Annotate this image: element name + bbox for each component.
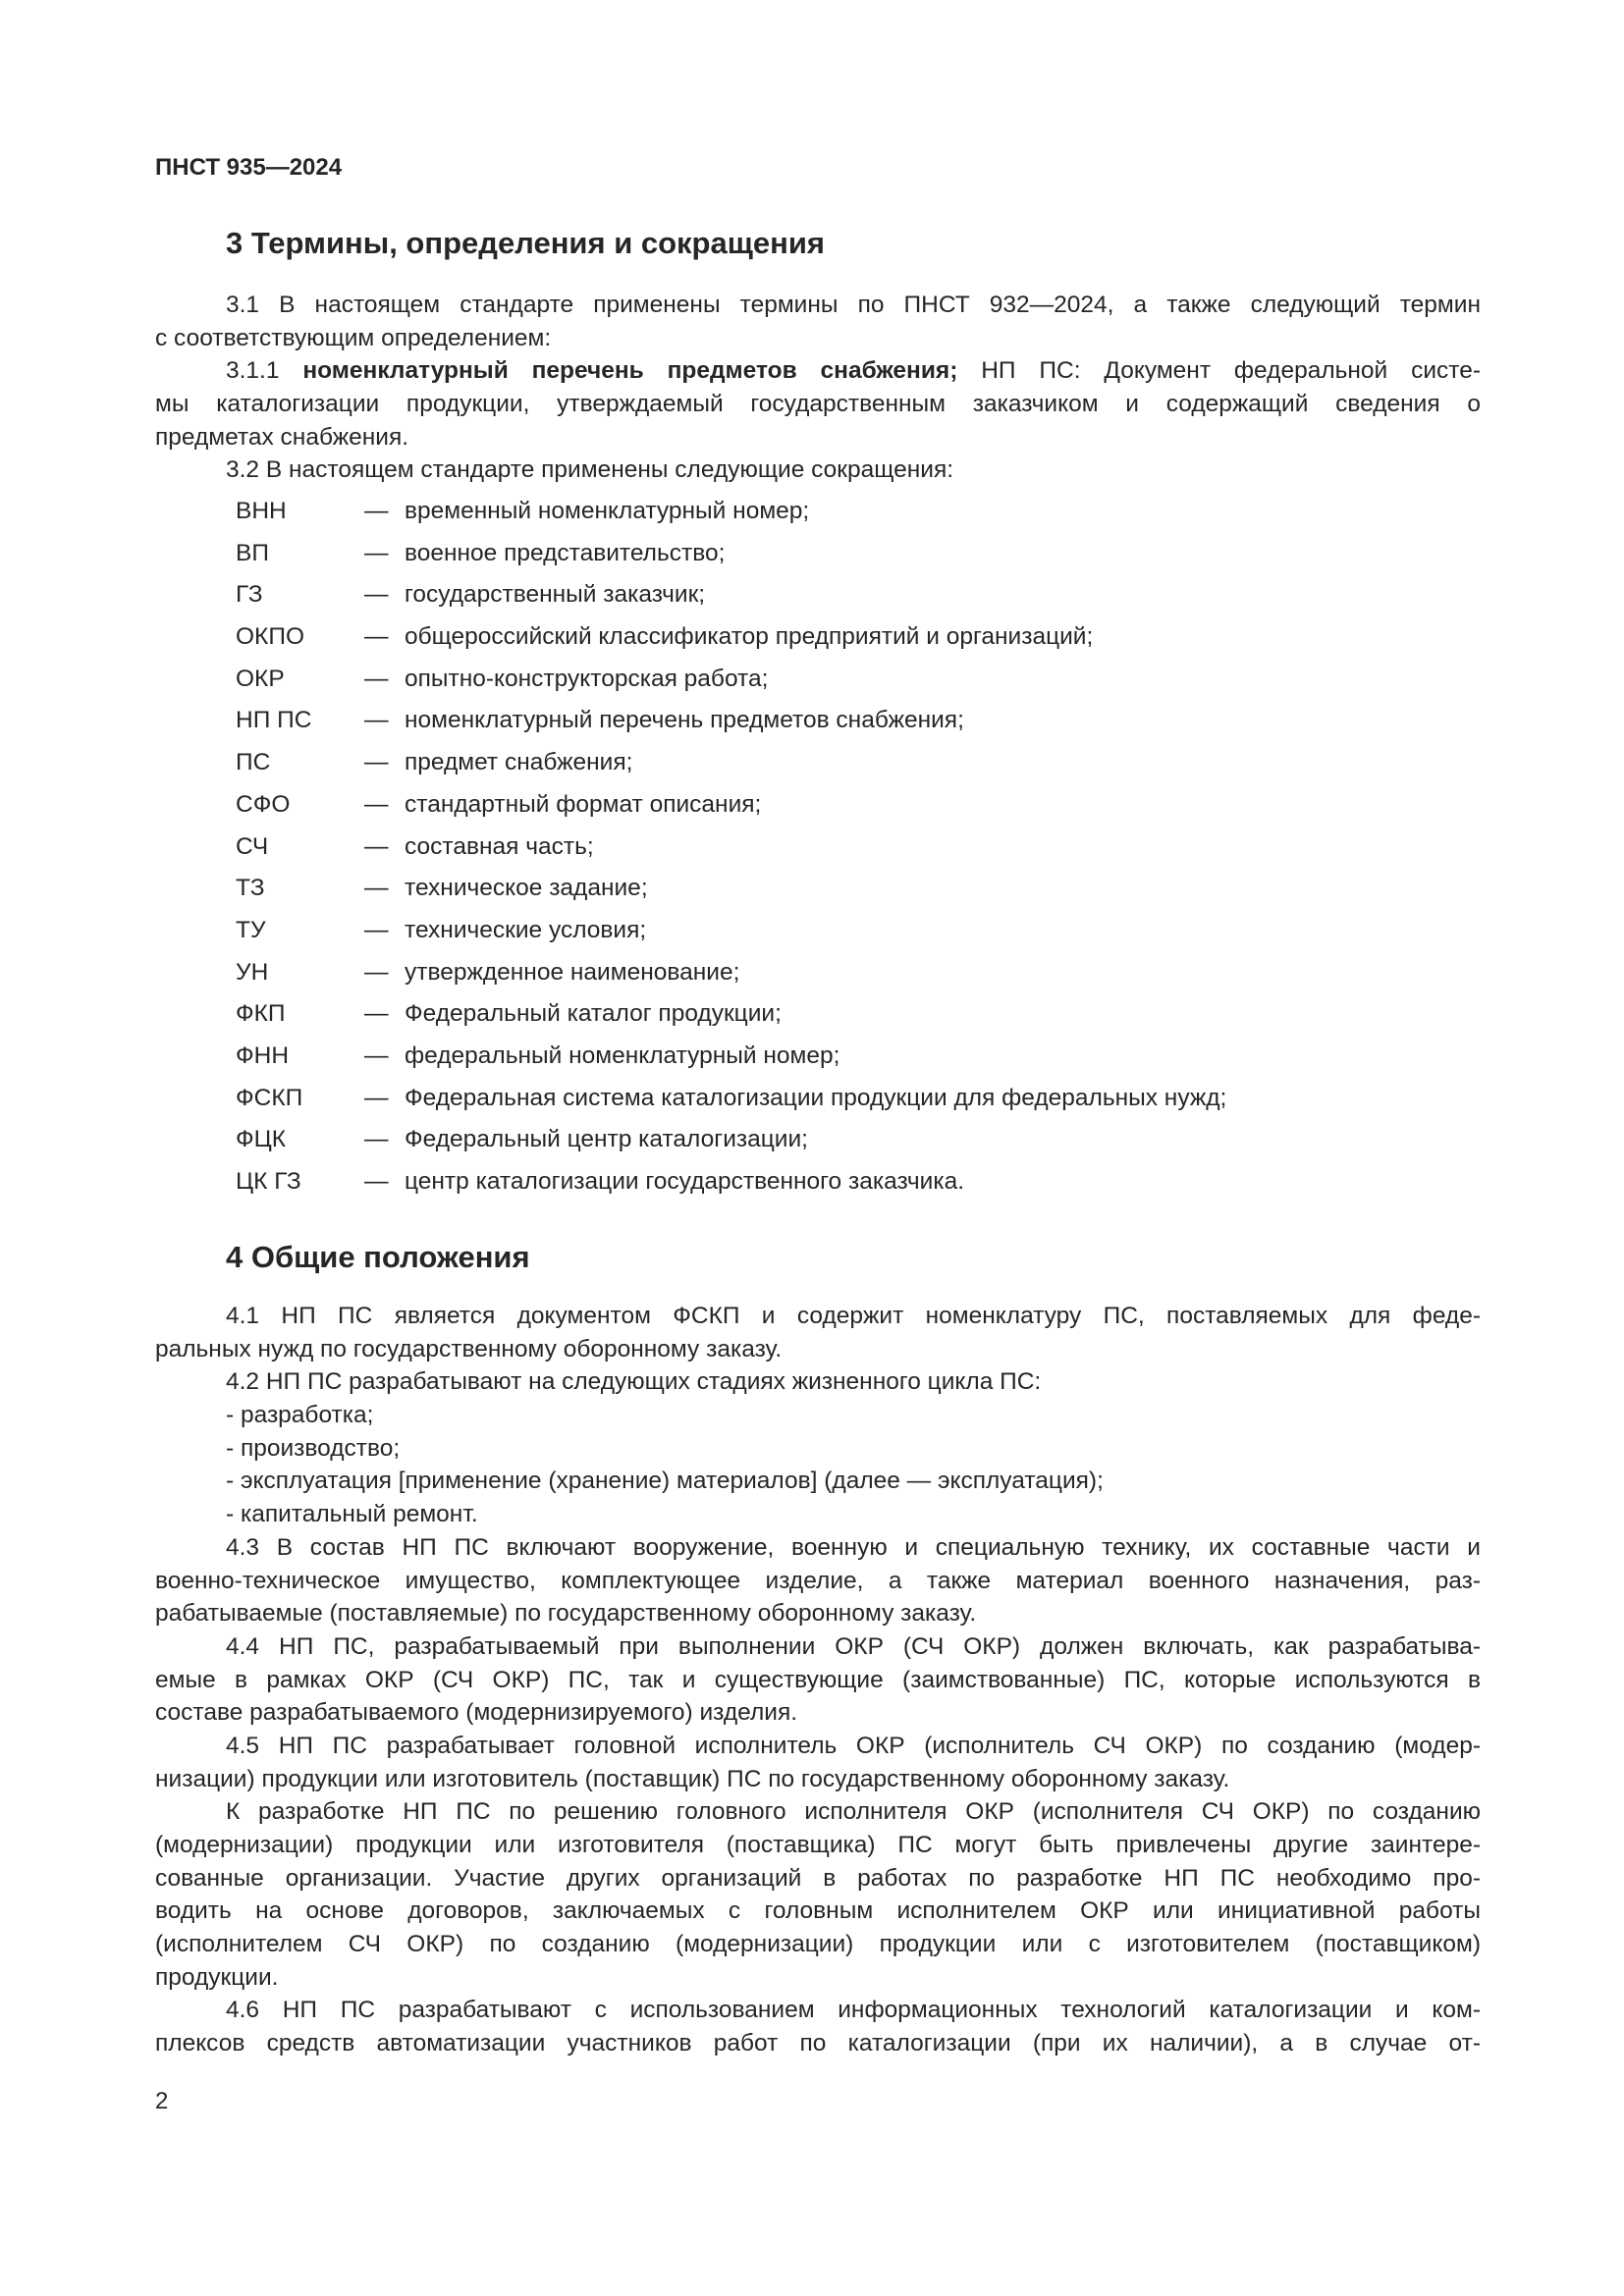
abbreviation-row [155,659,1481,701]
abbreviations-list [155,491,1481,1203]
dash: — [364,581,389,609]
abbreviation-row [155,910,1481,952]
abbreviation: ТЗ [236,875,265,902]
section-4-heading: 4 Общие положения [226,1240,530,1274]
abbreviation-row [155,616,1481,659]
line-text: сованные организации. Участие других организаций в работах по разработке НП ПС необходимо про- [155,1864,1481,1892]
page-number: 2 [155,2088,169,2114]
text-line [155,1696,1481,1730]
text-line [155,1795,1481,1829]
dash: — [364,1168,389,1195]
line-text: продукции. [155,1963,279,1991]
abbreviation: ТУ [236,916,266,943]
abbreviation-meaning: Федеральная система каталогизации продукции для федеральных нужд; [405,1084,1227,1111]
term-definition: НП ПС: Документ федеральной систе- [957,357,1481,385]
dash: — [364,832,389,860]
text-line [155,1432,1481,1466]
abbreviation: ФЦК [236,1126,287,1153]
abbreviation-row [155,533,1481,575]
line-text: 3.2 В настоящем стандарте применены следующие сокращения: [226,456,954,484]
dash: — [364,1084,389,1111]
abbreviation: ПС [236,749,271,776]
text-line [155,1300,1481,1333]
abbreviation: ЦК ГЗ [236,1168,301,1195]
abbreviation-meaning: номенклатурный перечень предметов снабжения; [405,707,964,734]
text-line [155,1333,1481,1366]
text-line [155,1565,1481,1598]
abbreviation-row [155,868,1481,910]
document-code: ПНСТ 935—2024 [155,154,343,181]
line-text: ральных нужд по государственному оборонному заказу. [155,1335,783,1362]
dash: — [364,498,389,524]
line-text: с соответствующим определением: [155,324,552,351]
abbreviation-meaning: предмет снабжения; [405,749,633,776]
text-line [155,1597,1481,1630]
line-text: (модернизации) продукции или изготовителя (поставщика) ПС могут быть привлечены другие заинтере- [155,1832,1481,1858]
abbreviation-meaning: технические условия; [405,916,647,943]
abbreviation-row [155,1036,1481,1078]
line-text: - производство; [226,1434,401,1462]
text-line [155,388,1481,421]
section-4-text [155,1300,1481,2060]
abbreviation: НП ПС [236,707,312,734]
line-text: плексов средств автоматизации участников работ по каталогизации (при их наличии), а в случае от- [155,2030,1481,2057]
abbreviation: ФКП [236,1000,286,1028]
line-text: предметах снабжения. [155,423,409,451]
abbreviation-row [155,491,1481,533]
abbreviation-meaning: опытно-конструкторская работа; [405,665,769,692]
dash: — [364,875,389,902]
line-text: низации) продукции или изготовитель (поставщик) ПС по государственному оборонному заказу. [155,1765,1230,1792]
abbreviation-row [155,1078,1481,1120]
text-line [155,421,1481,454]
abbreviation: ФСКП [236,1084,303,1111]
abbreviation-row [155,574,1481,616]
section-3-heading: 3 Термины, определения и сокращения [226,226,825,260]
text-line [155,1630,1481,1664]
section-3-text [155,289,1481,487]
text-line [155,1531,1481,1565]
abbreviation-row [155,784,1481,827]
line-text: - капитальный ремонт. [226,1501,478,1528]
line-text: 4.6 НП ПС разрабатывают с использованием информационных технологий каталогизации и ком- [226,1997,1481,2024]
abbreviation-meaning: стандартный формат описания; [405,790,762,818]
line-text: военно-техническое имущество, комплектующее изделие, а также материал военного назначения, раз- [155,1567,1481,1594]
dash: — [364,916,389,943]
abbreviation-row [155,993,1481,1036]
term-name: номенклатурный перечень предметов снабжения; [302,357,958,385]
dash: — [364,1041,389,1069]
line-text: 4.3 В состав НП ПС включают вооружение, военную и специальную технику, их составные части и [226,1533,1481,1561]
line-text: - эксплуатация [применение (хранение) материалов] (далее — эксплуатация); [226,1468,1104,1495]
line-text: К разработке НП ПС по решению головного исполнителя ОКР (исполнителя СЧ ОКР) по созданию [226,1798,1481,1826]
abbreviation-meaning: техническое задание; [405,875,648,902]
abbreviation-meaning: центр каталогизации государственного заказчика. [405,1168,965,1195]
abbreviation: УН [236,958,269,986]
abbreviation-meaning: утвержденное наименование; [405,958,740,986]
abbreviation-row [155,827,1481,869]
dash: — [364,1000,389,1028]
line-text: 3.1 В настоящем стандарте применены термины по ПНСТ 932—2024, а также следующий термин [226,292,1481,318]
abbreviation: ВНН [236,498,287,524]
text-line [155,1928,1481,1961]
abbreviation-meaning: составная часть; [405,832,594,860]
abbreviation-row [155,1119,1481,1161]
dash: — [364,790,389,818]
text-line [155,2027,1481,2060]
abbreviation-meaning: государственный заказчик; [405,581,706,609]
abbreviation-row [155,742,1481,784]
abbreviation-row [155,952,1481,994]
text-line [155,1994,1481,2027]
text-line [155,1498,1481,1531]
text-line [155,1365,1481,1399]
abbreviation-row [155,1161,1481,1203]
text-line [155,1829,1481,1862]
line-text: 4.5 НП ПС разрабатывает головной исполнитель ОКР (исполнитель СЧ ОКР) по созданию (модер- [226,1732,1481,1759]
text-line [155,354,1481,388]
text-line [155,454,1481,487]
text-line [155,289,1481,322]
line-text: составе разрабатываемого (модернизируемого) изделия. [155,1699,798,1727]
abbreviation: ФНН [236,1041,290,1069]
line-text: рабатываемые (поставляемые) по государственному оборонному заказу. [155,1600,977,1628]
abbreviation: ВП [236,539,269,566]
text-line [155,1730,1481,1763]
line-text: мы каталогизации продукции, утверждаемый государственным заказчиком и содержащий сведения о [155,391,1481,418]
abbreviation-meaning: Федеральный каталог продукции; [405,1000,782,1028]
dash: — [364,623,389,651]
line-text: - разработка; [226,1402,374,1429]
abbreviation-meaning: федеральный номенклатурный номер; [405,1041,840,1069]
line-text: 4.2 НП ПС разрабатывают на следующих стадиях жизненного цикла ПС: [226,1368,1042,1396]
dash: — [364,707,389,734]
text-line [155,1664,1481,1697]
line-text: (исполнителем СЧ ОКР) по созданию (модернизации) продукции или с изготовителем (поставщиком) [155,1931,1481,1958]
text-line [155,322,1481,355]
text-line [155,1763,1481,1796]
line-text: 3.1.1 [226,357,303,385]
dash: — [364,958,389,986]
text-line [155,1399,1481,1432]
text-line [155,1961,1481,1995]
abbreviation: ОКПО [236,623,304,651]
abbreviation-meaning: Федеральный центр каталогизации; [405,1126,808,1153]
abbreviation: ОКР [236,665,285,692]
abbreviation-row [155,700,1481,742]
line-text: емые в рамках ОКР (СЧ ОКР) ПС, так и существующие (заимствованные) ПС, которые используются в [155,1666,1481,1693]
abbreviation: СФО [236,790,291,818]
dash: — [364,665,389,692]
abbreviation-meaning: военное представительство; [405,539,726,566]
abbreviation-meaning: временный номенклатурный номер; [405,498,810,524]
text-line [155,1465,1481,1498]
abbreviation: СЧ [236,832,269,860]
text-line [155,1862,1481,1896]
dash: — [364,539,389,566]
dash: — [364,1126,389,1153]
text-line [155,1895,1481,1928]
line-text: водить на основе договоров, заключаемых с головным исполнителем ОКР или инициативной работы [155,1897,1481,1925]
abbreviation-meaning: общероссийский классификатор предприятий и организаций; [405,623,1094,651]
dash: — [364,749,389,776]
line-text: 4.1 НП ПС является документом ФСКП и содержит номенклатуру ПС, поставляемых для феде- [226,1303,1481,1329]
line-text: 4.4 НП ПС, разрабатываемый при выполнении ОКР (СЧ ОКР) должен включать, как разрабатыва- [226,1632,1481,1660]
abbreviation: ГЗ [236,581,263,609]
